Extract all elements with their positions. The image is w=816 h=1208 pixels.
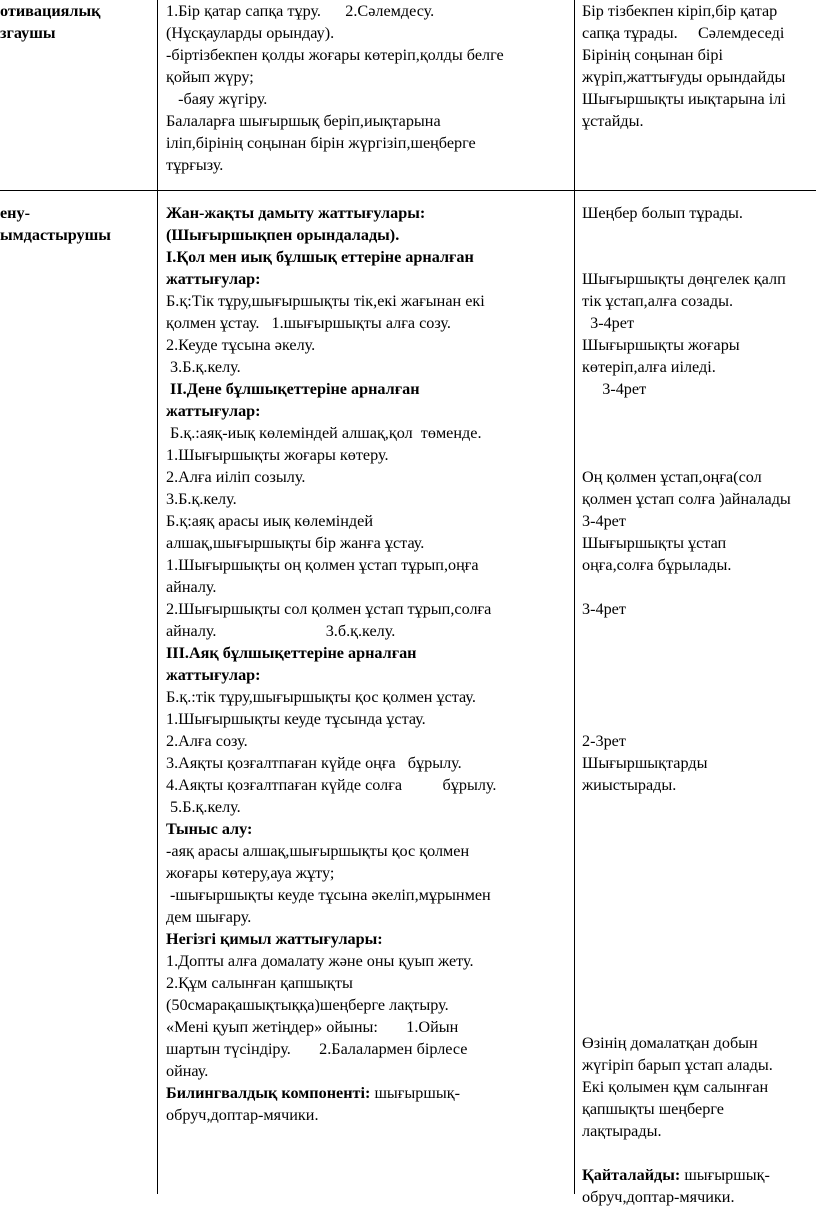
row2-activity-line: -шығыршықты кеуде тұсына әкеліп,мұрынмен — [166, 886, 491, 904]
row2-children-line: Шеңбер болып тұрады. — [582, 204, 743, 222]
row2-children-line: 3-4рет — [582, 512, 626, 530]
row2-activity-line: Б.қ.:аяқ-иық көлеміндей алшақ,қол төменде. — [166, 424, 482, 442]
row2-activity-line: ІІ.Дене бұлшықеттеріне арналған — [166, 380, 420, 398]
row1-activity-line: -баяу жүгіру. — [166, 90, 268, 108]
row2-activity-line: 1.Шығыршықты кеуде тұсында ұстау. — [166, 710, 426, 728]
row2-activity-line: жоғары көтеру,ауа жұту; — [166, 864, 335, 882]
row2-activity-line: Б.қ:аяқ арасы иық көлеміндей — [166, 512, 373, 530]
row2-children-line: Шығыршықтарды — [582, 754, 708, 772]
row2-children-line: обруч,доптар-мячики. — [582, 1188, 735, 1206]
row2-role-line: ымдастырушы — [0, 226, 111, 244]
row2-activity-line: -аяқ арасы алшақ,шығыршықты қос қолмен — [166, 842, 470, 860]
row1-role-line: згаушы — [0, 24, 56, 42]
row2-children-line: Шығыршықты дөңгелек қалп — [582, 270, 786, 288]
row2-children-line: оңға,солға бұрылады. — [582, 556, 732, 574]
row2-activity-line: (50смарақашықтыққа)шеңберге лақтыру. — [166, 996, 449, 1014]
row2-activity-line: жаттығулар: — [166, 666, 261, 684]
row1-activity-line: Балаларға шығыршық беріп,иықтарына — [166, 112, 441, 130]
row1-activity-line: 1.Бір қатар сапқа тұру. 2.Сәлемдесу. — [166, 2, 435, 20]
row2-children-line: Екі қолымен құм салынған — [582, 1078, 769, 1096]
row1-role-cell — [0, 0, 100, 44]
row1-children-line: Бірінің соңынан бірі — [582, 46, 723, 64]
row1-activity-line: -біртізбекпен қолды жоғары көтеріп,қолды белге — [166, 46, 504, 64]
row2-activity-line: 3.Б.қ.келу. — [166, 490, 237, 508]
row2-activity-line: 5.Б.қ.келу. — [166, 798, 241, 816]
row1-children-line: жүріп,жаттығуды орындайды — [582, 68, 786, 86]
row2-activity-line: 2.Құм салынған қапшықты — [166, 974, 353, 992]
row1-activity-line: іліп,бірінің соңынан бірін жүргізіп,шеңберге — [166, 134, 476, 152]
row2-activity-line: Жан-жақты дамыту жаттығулары: — [166, 204, 426, 222]
row2-children-line: 2-3рет — [582, 732, 626, 750]
row2-activity-line: Тыныс алу: — [166, 820, 253, 838]
row2-activity-line: 3.Аяқты қозғалтпаған күйде оңға бұрылу. — [166, 754, 462, 772]
row2-activity-line: жаттығулар: — [166, 402, 261, 420]
row1-children-line: Шығыршықты иықтарына ілі — [582, 90, 786, 108]
row2-children-line: Қайталайды: шығыршық- — [582, 1166, 770, 1184]
row1-children-line: сапқа тұрады. Сәлемдеседі — [582, 24, 785, 42]
row2-activity-line: 2.Алға иіліп созылу. — [166, 468, 306, 486]
row2-activity-line: алшақ,шығыршықты бір жанға ұстау. — [166, 534, 425, 552]
row2-activity-line: «Мені қуып жетіңдер» ойыны: 1.Ойын — [166, 1018, 459, 1036]
row2-children-line: Оң қолмен ұстап,оңға(сол — [582, 468, 762, 486]
row2-children-line: Шығыршықты жоғары — [582, 336, 740, 354]
row1-activity-cell — [166, 0, 504, 176]
row2-activity-line: ойнау. — [166, 1062, 209, 1080]
row2-activity-line: қолмен ұстау. 1.шығыршықты алға созу. — [166, 314, 451, 332]
row2-children-line: тік ұстап,алға созады. — [582, 292, 734, 310]
row2-activity-line: 2.Алға созу. — [166, 732, 248, 750]
row2-children-line: Шығыршықты ұстап — [582, 534, 727, 552]
row2-role-cell — [0, 202, 111, 246]
row1-children-line: Бір тізбекпен кіріп,бір қатар — [582, 2, 778, 20]
row-divider — [0, 190, 816, 191]
row2-children-line: 3-4рет — [582, 380, 647, 398]
row2-activity-line: 3.Б.қ.келу. — [166, 358, 241, 376]
row1-activity-line: (Нұсқауларды орындау). — [166, 24, 335, 42]
row2-children-line: 3-4рет — [582, 314, 635, 332]
row2-activity-line: (Шығыршықпен орындалады). — [166, 226, 400, 244]
row2-activity-line: дем шығару. — [166, 908, 252, 926]
bold-label: Қайталайды: — [582, 1166, 681, 1184]
row2-activity-line: 1.Допты алға домалату және оны қуып жету. — [166, 952, 474, 970]
row2-children-line: Өзінің домалатқан добын — [582, 1034, 758, 1052]
row2-activity-line: обруч,доптар-мячики. — [166, 1106, 319, 1124]
row2-activity-line: жаттығулар: — [166, 270, 261, 288]
row2-children-line: жүгіріп барып ұстап алады. — [582, 1056, 773, 1074]
row2-children-line: жиыстырады. — [582, 776, 677, 794]
column-divider-2 — [574, 0, 575, 1194]
row2-activity-line: 4.Аяқты қозғалтпаған күйде солға бұрылу. — [166, 776, 497, 794]
bold-label: Билингвалдық компоненті: — [166, 1084, 371, 1102]
row1-activity-line: қойып жүру; — [166, 68, 254, 86]
row1-children-line: ұстайды. — [582, 112, 644, 130]
row2-children-line: қапшықты шеңберге — [582, 1100, 724, 1118]
row2-activity-line: 1.Шығыршықты жоғары көтеру. — [166, 446, 389, 464]
row2-activity-line: І.Қол мен иық бұлшық еттеріне арналған — [166, 248, 474, 266]
row2-activity-line: ІІІ.Аяқ бұлшықеттеріне арналған — [166, 644, 417, 662]
row2-activity-line: 1.Шығыршықты оң қолмен ұстап тұрып,оңға — [166, 556, 479, 574]
row2-activity-line: айналу. — [166, 578, 217, 596]
row2-activity-line: Б.қ.:тік тұру,шығыршықты қос қолмен ұстау. — [166, 688, 476, 706]
column-divider-1 — [157, 0, 158, 1194]
row2-activity-cell — [166, 202, 496, 1126]
row2-activity-line: 2.Шығыршықты сол қолмен ұстап тұрып,солға — [166, 600, 492, 618]
row2-children-line: лақтырады. — [582, 1122, 662, 1140]
row2-activity-line: шартын түсіндіру. 2.Балалармен бірлесе — [166, 1040, 468, 1058]
row2-activity-line: Б.қ:Тік тұру,шығыршықты тік,екі жағынан екі — [166, 292, 485, 310]
row2-activity-line: Негізгі қимыл жаттығулары: — [166, 930, 383, 948]
row1-children-cell — [582, 0, 786, 132]
row1-role-line: отивациялық — [0, 2, 101, 20]
row2-children-line: көтеріп,алға иіледі. — [582, 358, 716, 376]
row2-children-line: қолмен ұстап солға )айналады — [582, 490, 791, 508]
row2-activity-line: айналу. 3.б.қ.келу. — [166, 622, 396, 640]
row2-activity-line: 2.Кеуде тұсына әкелу. — [166, 336, 316, 354]
row2-activity-line: Билингвалдық компоненті: шығыршық- — [166, 1084, 460, 1102]
row1-activity-line: тұрғызу. — [166, 156, 224, 174]
row2-children-line: 3-4рет — [582, 600, 626, 618]
row2-role-line: ену- — [0, 204, 30, 222]
